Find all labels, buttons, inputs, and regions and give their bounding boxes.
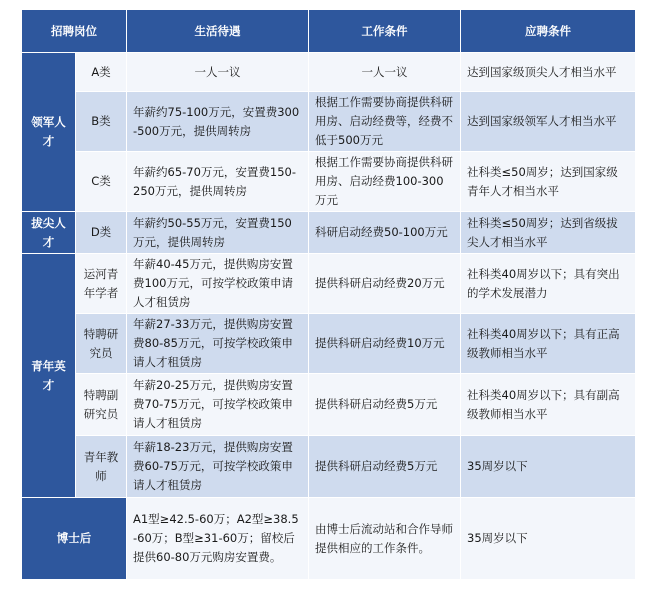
work-cell: 提供科研启动经费10万元 [309, 314, 461, 374]
subtype-cell: 青年教师 [76, 436, 127, 498]
header-requirements: 应聘条件 [461, 10, 636, 53]
header-row [22, 10, 636, 53]
life-cell: 年薪27-33万元，提供购房安置费80-85万元，可按学校政策申请人才租赁房 [127, 314, 309, 374]
req-cell: 社科类40周岁以下；具有突出的学术发展潜力 [461, 254, 636, 314]
req-cell: 35周岁以下 [461, 436, 636, 498]
work-cell: 提供科研启动经费5万元 [309, 374, 461, 436]
req-cell: 达到国家级领军人才相当水平 [461, 92, 636, 152]
work-cell: 科研启动经费50-100万元 [309, 212, 461, 254]
category-bajian: 拔尖人才 [22, 212, 76, 254]
life-cell: 年薪20-25万元，提供购房安置费70-75万元，可按学校政策申请人才租赁房 [127, 374, 309, 436]
subtype-cell: 运河青年学者 [76, 254, 127, 314]
recruitment-table [21, 9, 636, 580]
subtype-cell: A类 [76, 53, 127, 92]
table-row [22, 92, 636, 152]
life-cell: 年薪40-45万元，提供购房安置费100万元，可按学校政策申请人才租赁房 [127, 254, 309, 314]
req-cell: 达到国家级顶尖人才相当水平 [461, 53, 636, 92]
life-cell: 一人一议 [127, 53, 309, 92]
life-cell: A1型≥42.5-60万；A2型≥38.5-60万；B型≥31-60万；留校后提供60-80万元购房安置费。 [127, 498, 309, 580]
subtype-cell: C类 [76, 152, 127, 212]
header-work-conditions: 工作条件 [309, 10, 461, 53]
life-cell: 年薪约75-100万元，安置费300-500万元，提供周转房 [127, 92, 309, 152]
table-row [22, 254, 636, 314]
life-cell: 年薪约50-55万元，安置费150万元，提供周转房 [127, 212, 309, 254]
life-cell: 年薪18-23万元，提供购房安置费60-75万元，可按学校政策申请人才租赁房 [127, 436, 309, 498]
subtype-cell: D类 [76, 212, 127, 254]
req-cell: 35周岁以下 [461, 498, 636, 580]
table-row [22, 374, 636, 436]
req-cell: 社科类≤50周岁；达到省级拔尖人才相当水平 [461, 212, 636, 254]
header-life-treatment: 生活待遇 [127, 10, 309, 53]
work-cell: 一人一议 [309, 53, 461, 92]
work-cell: 根据工作需要协商提供科研用房、启动经费100-300万元 [309, 152, 461, 212]
subtype-cell: 特聘副研究员 [76, 374, 127, 436]
req-cell: 社科类≤50周岁；达到国家级青年人才相当水平 [461, 152, 636, 212]
work-cell: 根据工作需要协商提供科研用房、启动经费等，经费不低于500万元 [309, 92, 461, 152]
table-row [22, 498, 636, 580]
table-row [22, 53, 636, 92]
category-qingnian: 青年英才 [22, 254, 76, 498]
work-cell: 提供科研启动经费5万元 [309, 436, 461, 498]
table-row [22, 436, 636, 498]
header-position: 招聘岗位 [22, 10, 127, 53]
life-cell: 年薪约65-70万元，安置费150-250万元，提供周转房 [127, 152, 309, 212]
work-cell: 提供科研启动经费20万元 [309, 254, 461, 314]
table-row [22, 152, 636, 212]
req-cell: 社科类40周岁以下；具有副高级教师相当水平 [461, 374, 636, 436]
table-row [22, 212, 636, 254]
work-cell: 由博士后流动站和合作导师提供相应的工作条件。 [309, 498, 461, 580]
subtype-cell: 特聘研究员 [76, 314, 127, 374]
category-lingjun: 领军人才 [22, 53, 76, 212]
table-row [22, 314, 636, 374]
req-cell: 社科类40周岁以下；具有正高级教师相当水平 [461, 314, 636, 374]
category-boshihou: 博士后 [22, 498, 127, 580]
subtype-cell: B类 [76, 92, 127, 152]
